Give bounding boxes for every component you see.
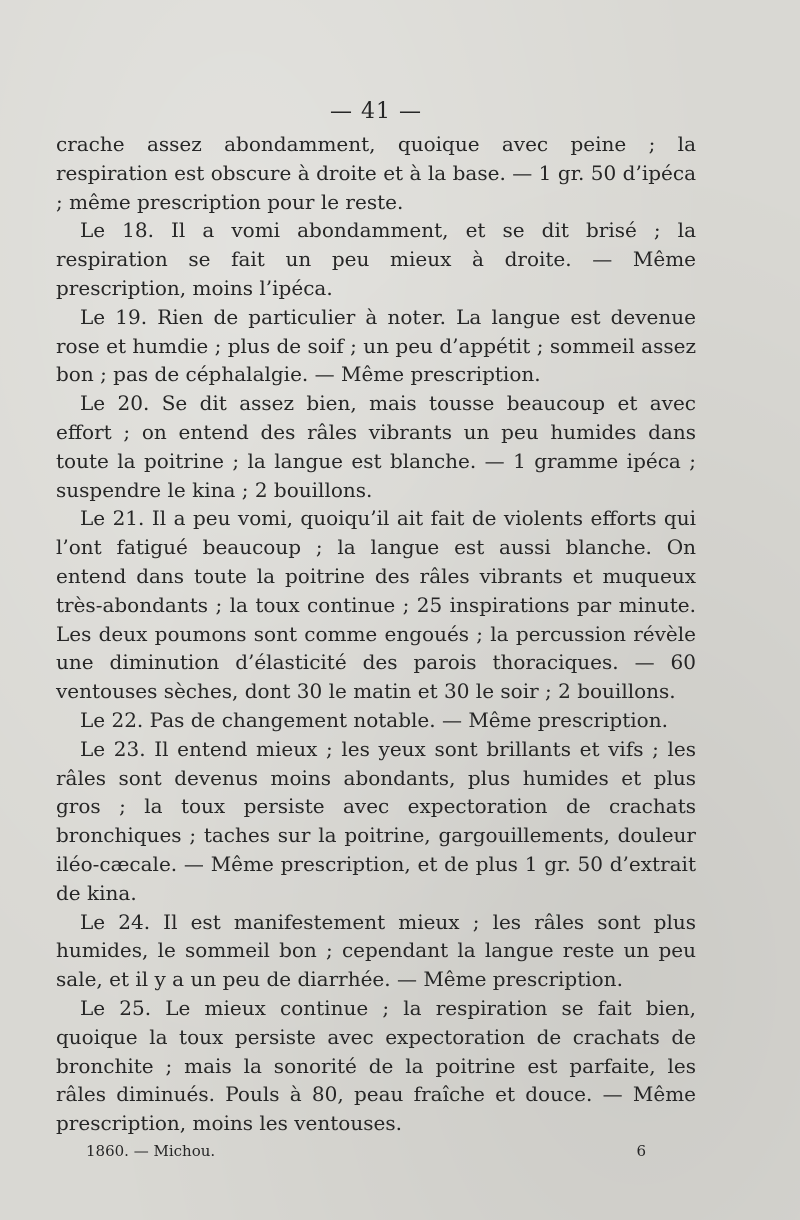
footer-signature: 1860. — Michou.	[86, 1141, 216, 1160]
paragraph-day-19: Le 19. Rien de particulier à noter. La langue est devenue rose et humdie ; plus de soif ; un peu d’appétit ; sommeil assez bon ; pas de céphalalgie. — Même prescription.	[56, 304, 696, 387]
footer-signature-mark: 6	[636, 1141, 646, 1160]
paragraph-day-25: Le 25. Le mieux continue ; la respiration se fait bien, quoique la toux persiste avec expectoration de crachats de bronchite ; mais la sonorité de la poitrine est parfaite, les râles diminués. Pouls à 80, peau fraîche et douce. — Même prescription, moins les ventouses.	[56, 995, 696, 1136]
page	[56, 98, 696, 1162]
paragraph-day-20: Le 20. Se dit assez bien, mais tousse beaucoup et avec effort ; on entend des râles vibrants un peu humides dans toute la poitrine ; la langue est blanche. — 1 gramme ipéca ; suspendre le kina ; 2 bouillons.	[56, 391, 696, 502]
page-footer	[56, 1140, 696, 1162]
paragraph-day-22: Le 22. Pas de changement notable. — Même prescription.	[80, 707, 668, 732]
paragraph-day-23: Le 23. Il entend mieux ; les yeux sont brillants et vifs ; les râles sont devenus moins abondants, plus humides et plus gros ; la toux persiste avec expectoration de crachats bronchiques ; taches sur la poitrine, gargouillements, douleur iléo-cæcale. — Même prescription, et de plus 1 gr. 50 d’extrait de kina.	[56, 736, 696, 905]
paragraph-day-21: Le 21. Il a peu vomi, quoiqu’il ait fait de violents efforts qui l’ont fatigué beaucoup ; la langue est aussi blanche. On entend dans toute la poitrine des râles vibrants et muqueux très-abondants ; la toux continue ; 25 inspirations par minute. Les deux poumons sont comme engoués ; la percussion révèle une diminution d’élasticité des parois thoraciques. — 60 ventouses sèches, dont 30 le matin et 30 le soir ; 2 bouillons.	[56, 506, 696, 704]
paragraph-continuation: crache assez abondamment, quoique avec peine ; la respiration est obscure à droite et à la base. — 1 gr. 50 d’ipéca ; même prescription pour le reste.	[56, 132, 696, 214]
paragraph-day-24: Le 24. Il est manifestement mieux ; les râles sont plus humides, le sommeil bon ; cependant la langue reste un peu sale, et il y a un peu de diarrhée. — Même prescription.	[56, 909, 696, 992]
paragraph-day-18: Le 18. Il a vomi abondamment, et se dit brisé ; la respiration se fait un peu mieux à droite. — Même prescription, moins l’ipéca.	[56, 218, 696, 300]
page-number: — 41 —	[330, 99, 422, 124]
